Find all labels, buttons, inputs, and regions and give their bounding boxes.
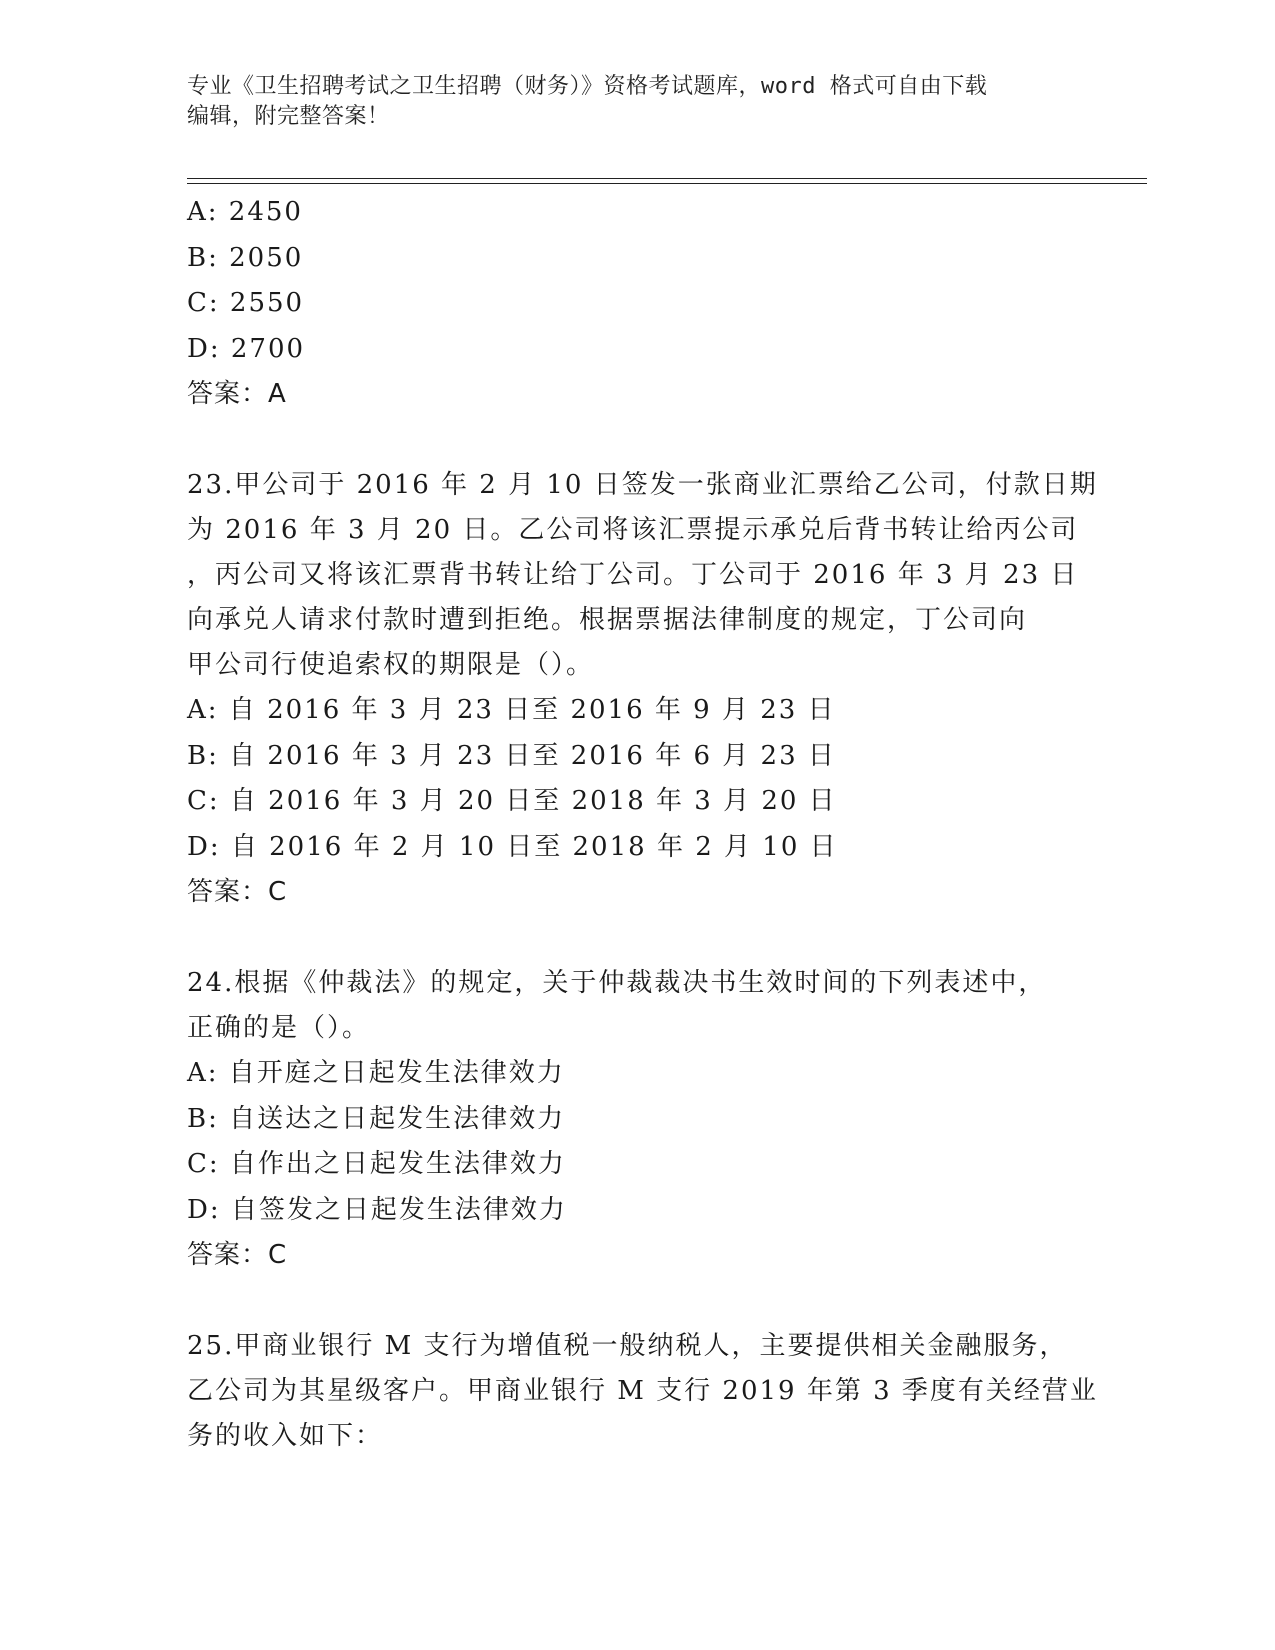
option-d: D: 2700 xyxy=(187,333,306,364)
option-a: A: 2450 xyxy=(187,197,303,227)
question-stem-line: 为 2016 年 3 月 20 日。乙公司将该汇票提示承兑后背书转让给丙公司 xyxy=(187,515,1079,545)
option-a: A: 自 2016 年 3 月 23 日至 2016 年 9 月 23 日 xyxy=(187,695,836,725)
option-c: C: 自作出之日起发生法律效力 xyxy=(187,1149,566,1179)
spacer xyxy=(187,418,1087,464)
answer: 答案：C xyxy=(187,1240,288,1270)
question-stem-line: 务的收入如下： xyxy=(187,1421,384,1451)
question-stem-line: 甲公司行使追索权的期限是（）。 xyxy=(187,650,595,680)
question-24 xyxy=(187,961,1087,1279)
question-stem-line: 正确的是（）。 xyxy=(187,1013,371,1043)
option-b: B: 自 2016 年 3 月 23 日至 2016 年 6 月 23 日 xyxy=(187,740,836,771)
header-divider-bottom xyxy=(187,183,1147,184)
question-stem-line: 23.甲公司于 2016 年 2 月 10 日签发一张商业汇票给乙公司，付款日期 xyxy=(187,470,1098,500)
question-stem-line: 向承兑人请求付款时遭到拒绝。根据票据法律制度的规定，丁公司向 xyxy=(187,605,1028,635)
option-b: B: 2050 xyxy=(187,242,304,273)
question-22 xyxy=(187,190,1087,418)
question-content xyxy=(187,190,1098,1459)
question-stem-line: 25.甲商业银行 M 支行为增值税一般纳税人，主要提供相关金融服务， xyxy=(187,1331,1068,1361)
option-d: D: 自签发之日起发生法律效力 xyxy=(187,1194,567,1225)
answer: 答案：C xyxy=(187,877,288,907)
header-line-1: 专业《卫生招聘考试之卫生招聘（财务）》资格考试题库，word 格式可自由下载 xyxy=(187,74,988,99)
question-stem-line: 24.根据《仲裁法》的规定，关于仲裁裁决书生效时间的下列表述中， xyxy=(187,968,1047,998)
option-b: B: 自送达之日起发生法律效力 xyxy=(187,1103,566,1134)
document-header xyxy=(187,72,1087,132)
spacer xyxy=(187,1279,1087,1325)
question-stem-line: ，丙公司又将该汇票背书转让给丁公司。丁公司于 2016 年 3 月 23 日 xyxy=(187,560,1079,590)
option-c: C: 自 2016 年 3 月 20 日至 2018 年 3 月 20 日 xyxy=(187,786,837,816)
question-stem-line: 乙公司为其星级客户。甲商业银行 M 支行 2019 年第 3 季度有关经营业 xyxy=(187,1376,1098,1406)
header-line-2: 编辑，附完整答案！ xyxy=(187,104,390,129)
spacer xyxy=(187,916,1087,962)
option-a: A: 自开庭之日起发生法律效力 xyxy=(187,1058,565,1088)
option-d: D: 自 2016 年 2 月 10 日至 2018 年 2 月 10 日 xyxy=(187,831,838,862)
question-25 xyxy=(187,1324,1098,1459)
option-c: C: 2550 xyxy=(187,288,305,318)
header-divider-top xyxy=(187,178,1147,179)
question-23 xyxy=(187,463,1098,916)
answer: 答案：A xyxy=(187,379,287,409)
